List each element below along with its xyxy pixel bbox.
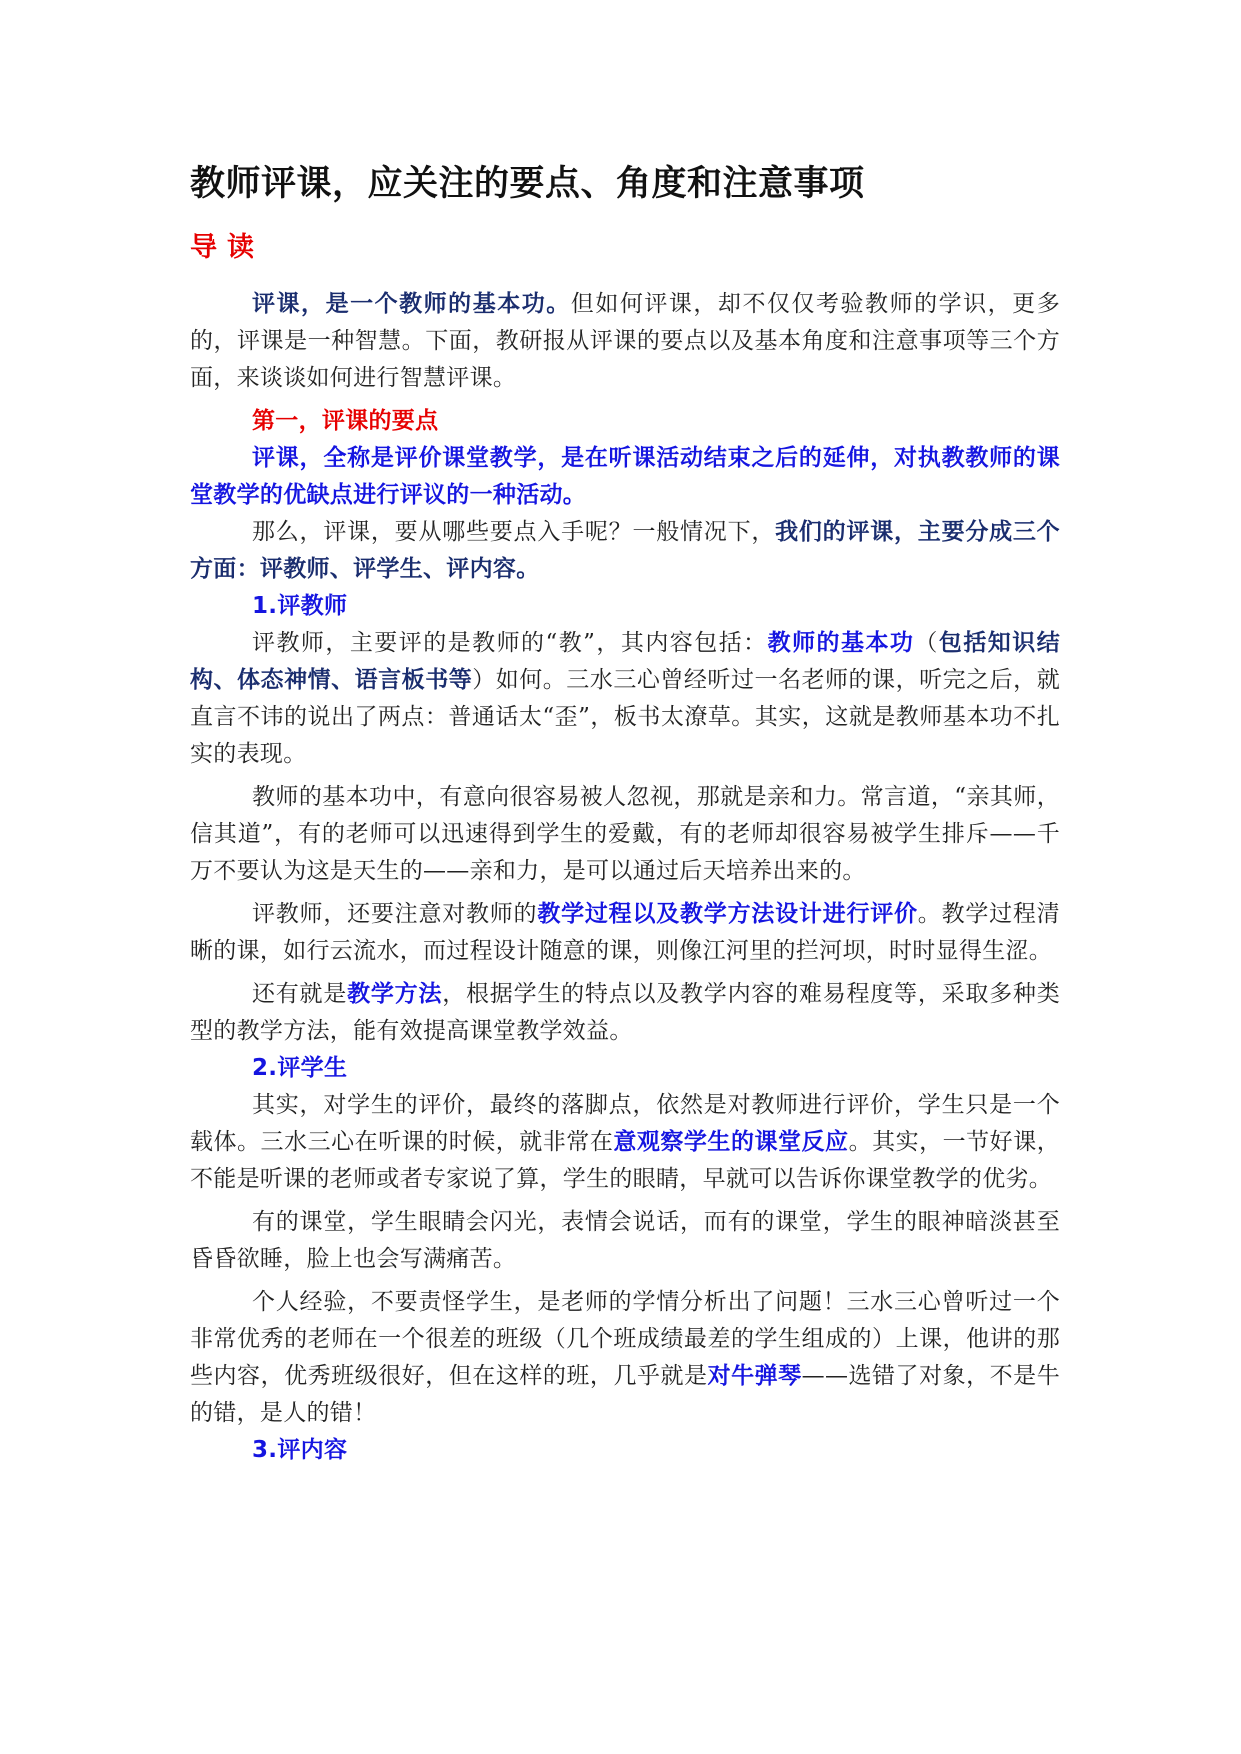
intro-bold: 评课，是一个教师的基本功。 bbox=[252, 291, 571, 317]
lead-heading: 导读 bbox=[190, 232, 264, 263]
sub1-heading: 1.评教师 bbox=[252, 593, 348, 619]
definition-paragraph: 评课，全称是评价课堂教学，是在听课活动结束之后的延伸，对执教教师的课堂教学的优缺点进行评议的一种活动。 bbox=[190, 445, 1060, 508]
student-eval-paragraph: 其实，对学生的评价，最终的落脚点，依然是对教师进行评价，学生只是一个载体。三水三心在听课的时候，就非常在意观察学生的课堂反应。其实，一节好课，不能是听课的老师或者专家说了算，学生的眼睛，早就可以告诉你课堂教学的优劣。 bbox=[190, 1092, 1061, 1192]
intro-text: 但如何评课，却不仅仅考验教师的学识，更多的，评课是一种智慧。下面，教研报从评课的要点以及基本角度和注意事项等三个方面，来谈谈如何进行智慧评课。 bbox=[190, 291, 1061, 391]
intro-paragraph bbox=[190, 286, 1060, 397]
section1-heading: 第一，评课的要点 bbox=[252, 408, 439, 434]
aspects-paragraph: 那么，评课，要从哪些要点入手呢？一般情况下，我们的评课，主要分成三个方面：评教师、评学生、评内容。 bbox=[190, 519, 1060, 582]
affinity-paragraph: 教师的基本功中，有意向很容易被人忽视，那就是亲和力。常言道，“亲其师，信其道”，有的老师可以迅速得到学生的爱戴，有的老师却很容易被学生排斥——千万不要认为这是天生的——亲和力，是可以通过后天培养出来的。 bbox=[190, 784, 1060, 884]
page-title: 教师评课，应关注的要点、角度和注意事项 bbox=[190, 164, 865, 204]
experience-paragraph: 个人经验，不要责怪学生，是老师的学情分析出了问题！三水三心曾听过一个非常优秀的老师在一个很差的班级（几个班成绩最差的学生组成的）上课，他讲的那些内容，优秀班级很好，但在这样的班，几乎就是对牛弹琴——选错了对象，不是牛的错，是人的错！ bbox=[190, 1289, 1060, 1426]
process-paragraph: 评教师，还要注意对教师的教学过程以及教学方法设计进行评价。教学过程清晰的课，如行云流水，而过程设计随意的课，则像江河里的拦河坝，时时显得生涩。 bbox=[190, 901, 1060, 964]
sub3-heading: 3.评内容 bbox=[252, 1437, 348, 1463]
teacher-basics-paragraph: 评教师，主要评的是教师的“教”，其内容包括：教师的基本功（包括知识结构、体态神情、语言板书等）如何。三水三心曾经听过一名老师的课，听完之后，就直言不讳的说出了两点：普通话太“歪”，板书太潦草。其实，这就是教师基本功不扎实的表现。 bbox=[190, 630, 1060, 767]
sub2-heading: 2.评学生 bbox=[252, 1055, 348, 1081]
classroom-paragraph: 有的课堂，学生眼睛会闪光，表情会说话，而有的课堂，学生的眼神暗淡甚至昏昏欲睡，脸上也会写满痛苦。 bbox=[190, 1209, 1060, 1272]
method-paragraph: 还有就是教学方法，根据学生的特点以及教学内容的难易程度等，采取多种类型的教学方法，能有效提高课堂教学效益。 bbox=[190, 981, 1061, 1044]
article-body bbox=[190, 160, 1060, 1469]
